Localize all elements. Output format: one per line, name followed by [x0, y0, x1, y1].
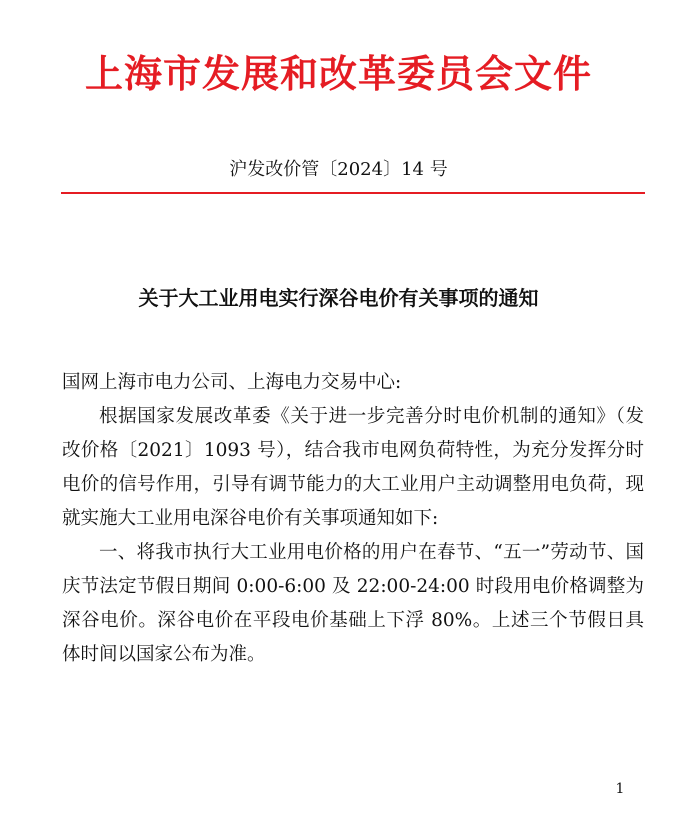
- page-number: 1: [615, 781, 625, 797]
- document-number: 沪发改价管〔2024〕14 号: [229, 159, 448, 180]
- paragraph-intro: 根据国家发展改革委《关于进一步完善分时电价机制的通知》（发改价格〔2021〕1093 号），结合我市电网负荷特性，为充分发挥分时电价的信号作用，引导有调节能力的大工业用户主动调整用电负荷，现就实施大工业用电深谷电价有关事项通知如下:: [62, 406, 644, 529]
- issuer-title: 上海市发展和改革委员会文件: [84, 51, 592, 96]
- notice-body: [62, 366, 644, 672]
- red-divider-line: [61, 192, 645, 194]
- recipients-line: 国网上海市电力公司、上海电力交易中心:: [62, 372, 402, 393]
- notice-title: 关于大工业用电实行深谷电价有关事项的通知: [138, 286, 539, 310]
- paragraph-item-1: 一、将我市执行大工业用电价格的用户在春节、“五一”劳动节、国庆节法定节假日期间 0:00-6:00 及 22:00-24:00 时段用电价格调整为深谷电价。深谷电价在平段电价基础上下浮 80%。上述三个节假日具体时间以国家公布为准。: [62, 542, 644, 665]
